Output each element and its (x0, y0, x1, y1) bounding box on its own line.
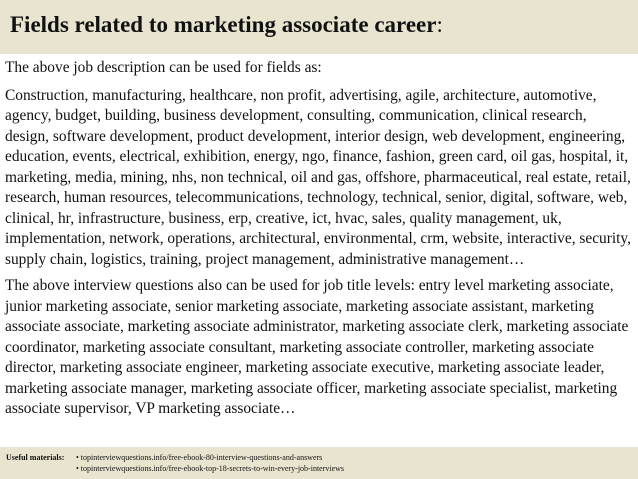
title-bar (0, 0, 638, 54)
footer-link-ebook-80-questions[interactable]: • topinterviewquestions.info/free-ebook-80-interview-questions-and-answers (76, 453, 323, 462)
fields-paragraph: Construction, manufacturing, healthcare, non profit, advertising, agile, architecture, automotive, agency, budget, building, business development, consulting, communication, clinical research, design, software development, product development, interior design, web development, engineering, education, events, electrical, exhibition, energy, ngo, finance, fashion, green card, oil gas, hospital, it, marketing, media, mining, nhs, non technical, oil and gas, offshore, pharmaceutical, real estate, retail, research, human resources, telecommunications, technology, technical, senior, digital, software, web, clinical, hr, infrastructure, business, erp, creative, ict, hvac, sales, quality management, uk, implementation, network, operations, architectural, environmental, crm, website, interactive, security, supply chain, logistics, training, project management, administrative management… (5, 86, 631, 268)
useful-materials-label: Useful materials: (6, 453, 65, 462)
intro-text: The above job description can be used for fields as: (5, 59, 322, 76)
footer-row-2 (6, 463, 638, 474)
page-title-text: Fields related to marketing associate career (10, 12, 437, 37)
footer (0, 447, 638, 479)
page-title (10, 10, 638, 40)
slide-content (5, 58, 633, 426)
footer-link-ebook-18-secrets[interactable]: • topinterviewquestions.info/free-ebook-top-18-secrets-to-win-every-job-interviews (76, 464, 345, 473)
job-titles-paragraph: The above interview questions also can be used for job title levels: entry level marketing associate, junior marketing associate, senior marketing associate, marketing associate assistant, marketing associate associate, marketing associate administrator, marketing associate clerk, marketing associate coordinator, marketing associate consultant, marketing associate controller, marketing associate director, marketing associate engineer, marketing associate executive, marketing associate leader, marketing associate manager, marketing associate officer, marketing associate specialist, marketing associate supervisor, VP marketing associate… (5, 277, 629, 417)
footer-row-1 (6, 452, 638, 463)
page-title-colon: : (436, 12, 443, 37)
